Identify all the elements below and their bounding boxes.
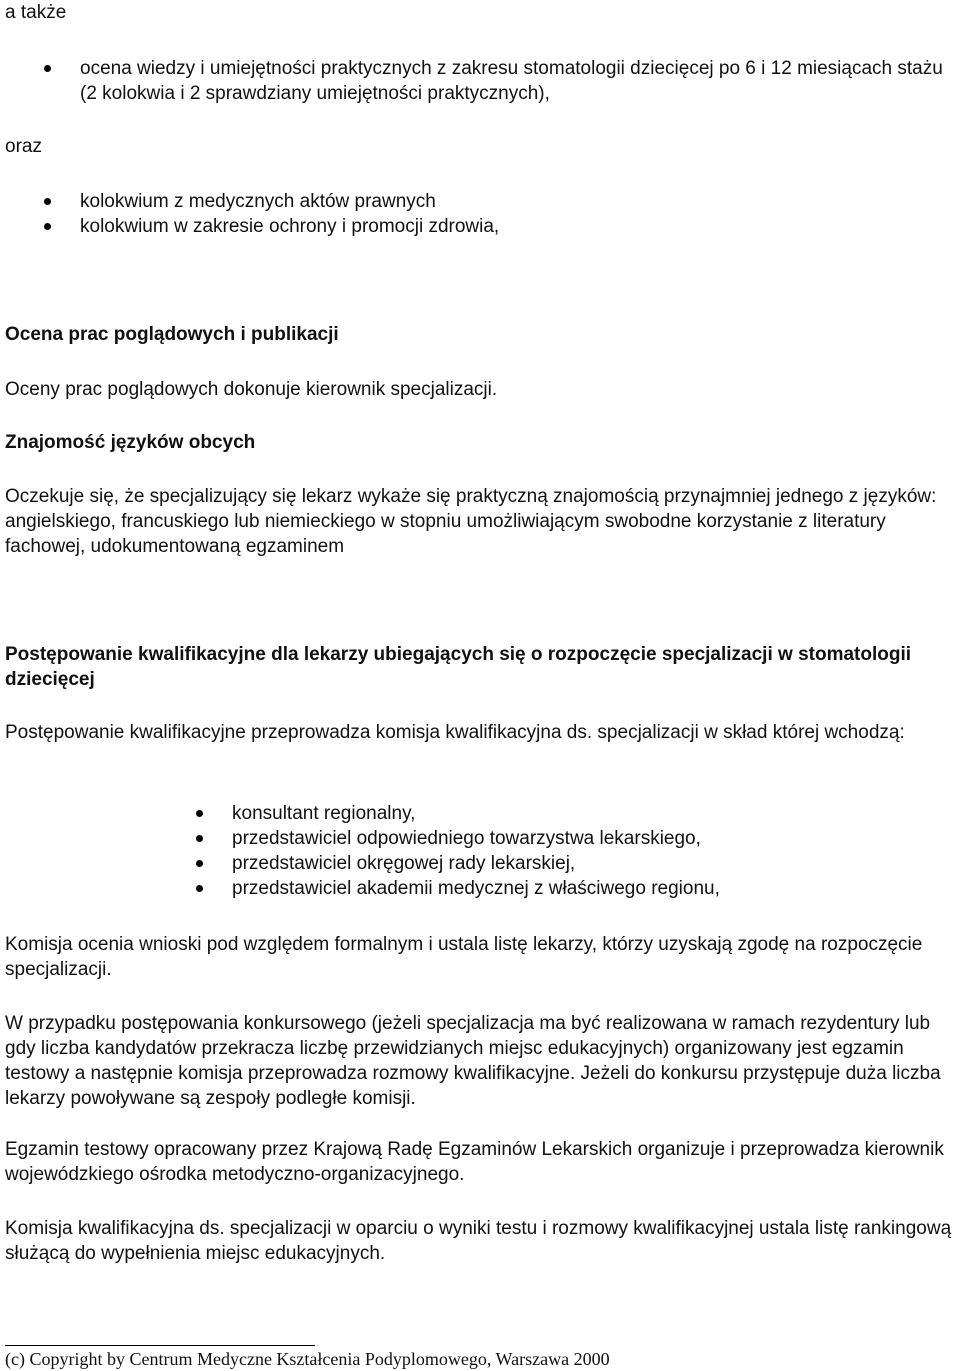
list-item [232,826,956,851]
list-item [80,56,956,106]
list-item-text: przedstawiciel odpowiedniego towarzystwa lekarskiego, [232,828,701,849]
section-text-languages: Oczekuje się, że specjalizujący się lekarz wykaże się praktyczną znajomością przynajmniej jednego z języków: angielskiego, francuskiego lub niemieckiego w stopniu umożliwiającym swobodne korzystanie z literatury fachowej, udokumentowaną egzaminem [5,486,937,557]
list-item-text: kolokwium w zakresie ochrony i promocji zdrowia, [80,216,500,237]
bullet-icon [196,810,203,817]
bullet-icon [44,198,51,205]
section-heading-languages: Znajomość języków obcych [5,432,256,453]
qualification-paragraph-3: Egzamin testowy opracowany przez Krajową Radę Egzaminów Lekarskich organizuje i przeprowadza kierownik wojewódzkiego ośrodka metodyczno-organizacyjnego. [5,1139,944,1185]
qualification-paragraph-2: W przypadku postępowania konkursowego (jeżeli specjalizacja ma być realizowana w ramach rezydentury lub gdy liczba kandydatów przekracza liczbę przewidzianych miejsc edukacyjnych) organizowany jest egzamin testowy a następnie komisja przeprowadza rozmowy kwalifikacyjne. Jeżeli do konkursu przystępuje duża liczba lekarzy powoływane są zespoły podległe komisji. [5,1013,941,1109]
list-item-text: konsultant regionalny, [232,803,416,824]
qualification-paragraph-4: Komisja kwalifikacyjna ds. specjalizacji w oparciu o wyniki testu i rozmowy kwalifikacyjnej ustala listę rankingową służącą do wypełnienia miejsc edukacyjnych. [5,1218,952,1264]
intro-a-text: a także [5,2,67,23]
bullet-icon [196,835,203,842]
assessment-list [80,56,956,106]
colloquium-list [80,189,956,239]
section-text-reviews: Oceny prac poglądowych dokonuje kierownik specjalizacji. [5,379,498,400]
committee-members-list [232,801,956,901]
section-heading-reviews: Ocena prac poglądowych i publikacji [5,324,339,345]
list-item-text: przedstawiciel okręgowej rady lekarskiej, [232,853,576,874]
bullet-icon [196,860,203,867]
bullet-icon [196,885,203,892]
footer-divider [5,1345,315,1346]
list-item [80,214,956,239]
section-heading-qualification: Postępowanie kwalifikacyjne dla lekarzy ubiegających się o rozpoczęcie specjalizacji w stomatologii dziecięcej [5,644,912,690]
list-item [232,851,956,876]
copyright-footer: (c) Copyright by Centrum Medyczne Kształcenia Podyplomowego, Warszawa 2000 [5,1349,610,1369]
qualification-paragraph-1: Komisja ocenia wnioski pod względem formalnym i ustala listę lekarzy, którzy uzyskają zgodę na rozpoczęcie specjalizacji. [5,934,923,980]
list-item [232,801,956,826]
bullet-icon [44,223,51,230]
qualification-intro-text: Postępowanie kwalifikacyjne przeprowadza komisja kwalifikacyjna ds. specjalizacji w skład której wchodzą: [5,722,905,743]
list-item-text: kolokwium z medycznych aktów prawnych [80,191,436,212]
list-item-text: ocena wiedzy i umiejętności praktycznych z zakresu stomatologii dziecięcej po 6 i 12 miesiącach stażu (2 kolokwia i 2 sprawdziany umiejętności praktycznych), [80,58,943,104]
list-item [232,876,956,901]
list-item-text: przedstawiciel akademii medycznej z właściwego regionu, [232,878,720,899]
list-item [80,189,956,214]
bullet-icon [44,65,51,72]
intro-b-text: oraz [5,136,42,157]
